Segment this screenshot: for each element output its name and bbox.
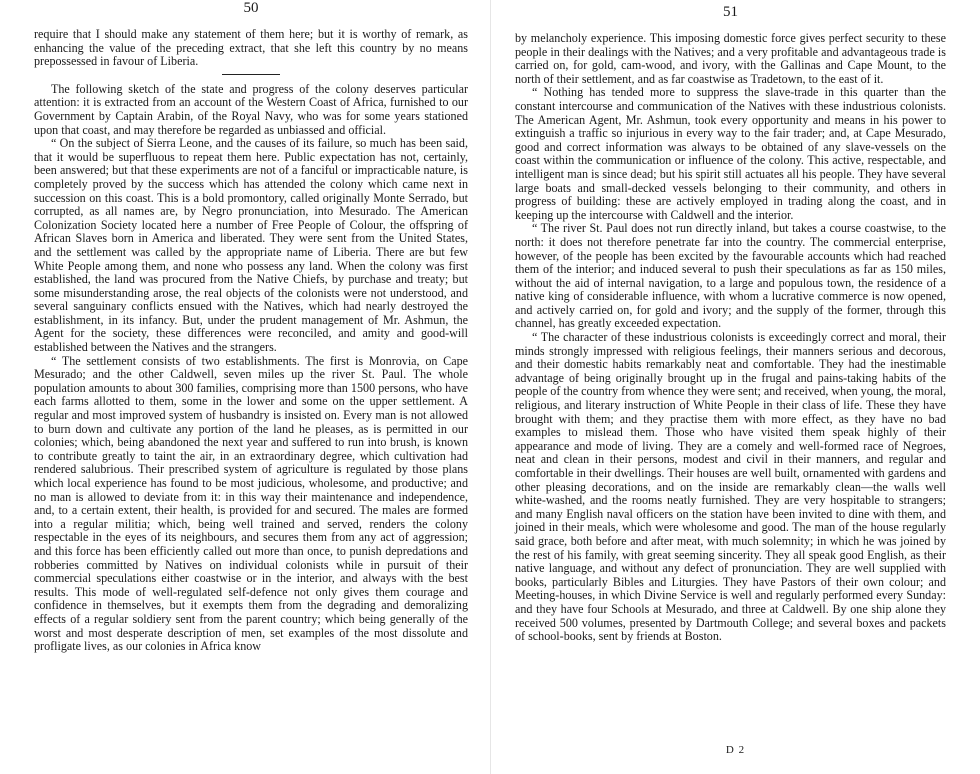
section-divider (222, 74, 280, 75)
page-number-left: 50 (243, 0, 259, 16)
paragraph: “ Nothing has tended more to suppress the slave-trade in this quarter than the constant intercourse and communication of the Natives with these industrious colonists. The American Agent, Mr. Ashmun, took every opportunity and means in his power to extinguish a traffic so injurious in every way to the fair trader; and, at Cape Mesurado, good and correct information was always to be obtained of any slave-vessels on the coast within the communication or influence of the colony. This active, respectable, and intelligent man is since dead; but his spirit still actuates all his people. They have several large boats and small-decked vessels belonging to their community, and others in progress of building: these are actively employed in trading along the coast, and in keeping up the intercourse with Caldwell and the interior. (515, 85, 946, 222)
paragraph: by melancholy experience. This imposing domestic force gives perfect security to these people in their dealings with the Natives; and a very profitable and advantageous trade is carried on, for gold, cam-wood, and ivory, with the Gallinas and Cape Mount, to the north of their settlement, and as far coastwise as Tradetown, to the east of it. (515, 31, 946, 86)
paragraph: require that I should make any statement of them here; but it is worthy of remark, as enhancing the value of the preceding extract, that she left this country by no means prepossessed in favour of Liberia. (34, 27, 468, 69)
right-page-body (515, 32, 946, 644)
paragraph: The following sketch of the state and progress of the colony deserves particular attention: it is extracted from an account of the Western Coast of Africa, furnished to our Government by Captain Arabin, of the Royal Navy, who was for some years stationed upon that coast, and may therefore be regarded as unbiassed and official. (34, 81, 468, 137)
paragraph: “ The character of these industrious colonists is exceedingly correct and moral, their minds strongly impressed with religious feelings, their manners serious and decorous, and their domestic habits remarkably neat and comfortable. They had the inestimable advantage of being originally brought up in the frugal and pains-taking habits of the people of the country from whence they were sent; and received, when young, the moral, religious, and literary instruction of White People in their class of life. These they have brought with them; and they practise them with more effect, as they have no bad examples to mislead them. Those who have visited them speak highly of their appearance and mode of living. They are a comely and well-formed race of Negroes, neat and clean in their persons, modest and civil in their manners, and regular and comfortable in their dwellings. Their houses are well built, ornamented with gardens and other pleasing decorations, and on the inside are remarkably clean—the walls well white-washed, and the rooms neatly furnished. They are very hospitable to strangers; and many English naval officers on the station have been invited to dine with them, and joined in their meals, which were wholesome and good. The man of the house regularly said grace, both before and after meat, with much solemnity; in which he was joined by the rest of his family, with great seeming sincerity. They all speak good English, as their native language, and without any defect of pronunciation. They are well supplied with books, particularly Bibles and Liturgies. They have Pastors of their own colour; and Meeting-houses, in which Divine Service is well and regularly performed every Sunday: and they have four Schools at Mesurado, and three at Caldwell. By one ship alone they received 500 volumes, presented by Dartmouth College; and several boxes and packets of school-books, sent by friends at Boston. (515, 330, 946, 644)
page-number-right: 51 (723, 4, 738, 20)
right-page (490, 0, 980, 774)
paragraph: “ The river St. Paul does not run directly inland, but takes a course coastwise, to the north: it does not therefore penetrate far into the country. The commercial enterprise, however, of the people has been excited by the favourable accounts which had reached them of the interior; and induced several to push their speculations as far as 150 miles, without the aid of internal navigation, to a large and populous town, the residence of a native king of considerable influence, with whom a lucrative commerce is now opened, and actively carried on, for gold and ivory; and the supply of the former, through this channel, has greatly exceeded expectation. (515, 221, 946, 331)
signature-mark: D 2 (725, 744, 746, 756)
paragraph: “ On the subject of Sierra Leone, and the causes of its failure, so much has been said, that it would be superfluous to repeat them here. Public expectation has not, certainly, been answered; but that these experiments are not of a fanciful or impracticable nature, is completely proved by the success which has attended the colony which came next in succession on this coast. This is a bold promontory, called originally Monte Serrado, but corrupted, as all names are, by Negro pronunciation, into Mesurado. The American Colonization Society located here a number of Free People of Colour, the offspring of African Slaves born in America and liberated. They were sent from the United States, and the settlement was called by the appropriate name of Liberia. There are but few White People among them, and none who possess any land. When the colony was first established, the land was procured from the Native Chiefs, by purchase and treaty; but some misunderstanding arose, the real objects of the colonists were not understood, and several sanguinary conflicts ensued with the Natives, which had nearly destroyed the establishment, in its infancy. But, under the prudent management of Mr. Ashmun, the Agent for the society, these differences were reconciled, and amity and good-will established between the Natives and the strangers. (34, 136, 468, 355)
paragraph: “ The settlement consists of two establishments. The first is Monrovia, on Cape Mesurado; and the other Caldwell, seven miles up the river St. Paul. The whole population amounts to about 300 families, comprising more than 1500 persons, who have each farms allotted to them, some in the lower and some on the upper settlement. A regular and most improved system of husbandry is insisted on. Every man is not allowed to burn down and cultivate any portion of the land he pleases, as is permitted in our colonies; which, being abandoned the next year and suffered to run into brush, is known to contribute greatly to taint the air, in an extraordinary degree, which cultivation had rendered salubrious. Their prescribed system of agriculture is regulated by those plans which local experience has found to be most judicious, wholesome, and productive; and no man is allowed to deviate from it: in this way their maintenance and independence, and, to a certain extent, their health, is provided for and secured. The males are formed into a regular militia; which, being well trained and served, renders the colony respectable in the eyes of its neighbours, and secures them from any act of aggression; and this force has been efficiently called out more than once, to punish depredations and robberies committed by Natives on individual colonists while in pursuit of their commercial speculations either coastwise or in the interior, and always with the best results. This mode of well-regulated self-defence not only gives them courage and confidence in themselves, but it exempts them from the degrading and demoralizing effects of a regular soldiery sent from the parent country; which being generally of the worst and most desperate description of men, set examples of the most dissolute and profligate lives, as our colonies in Africa know (34, 353, 468, 654)
left-page-body (34, 28, 468, 654)
